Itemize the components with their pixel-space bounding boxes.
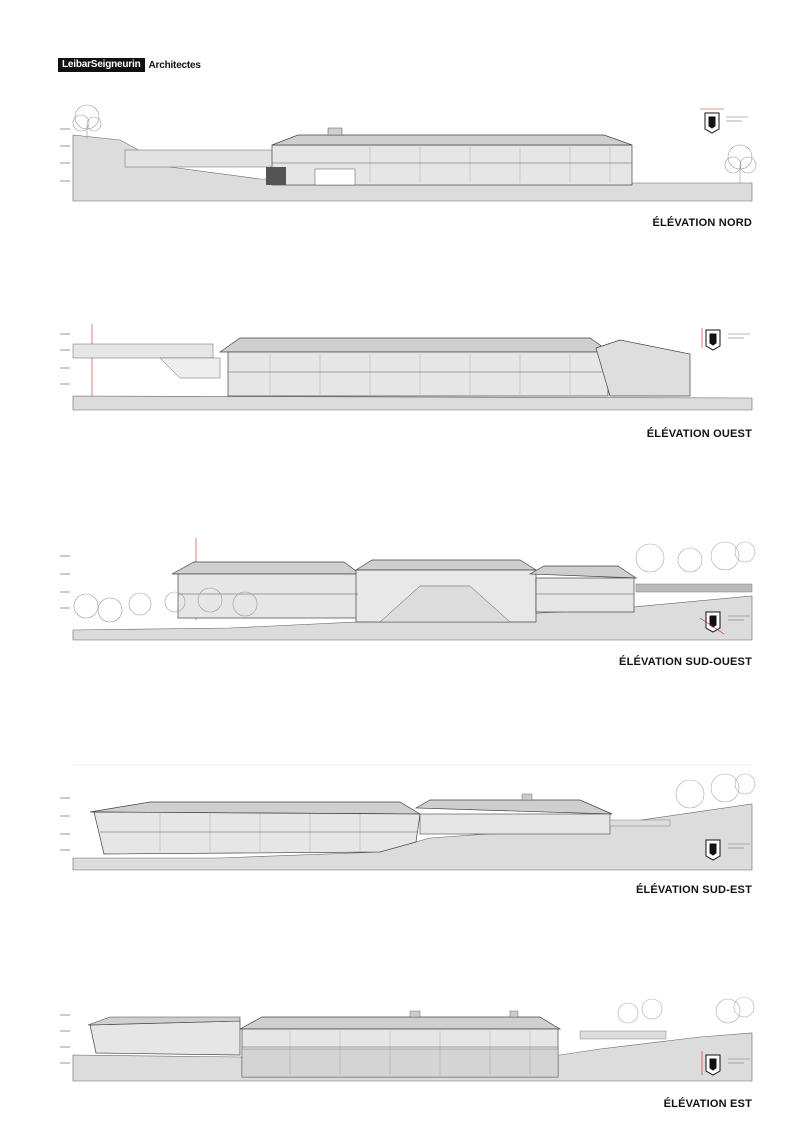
entrance-block (315, 169, 355, 185)
trees-right (676, 774, 755, 808)
terrace (610, 820, 670, 826)
left-volume (90, 1021, 240, 1055)
elevation-est (0, 995, 800, 1115)
north-symbol (700, 109, 724, 133)
covered-walkway (125, 150, 273, 167)
chimney-2 (510, 1011, 518, 1017)
elevation-ouest (0, 318, 800, 448)
north-symbol (706, 840, 720, 860)
wing-roof (416, 800, 612, 814)
level-markers (60, 556, 70, 608)
building-right (536, 578, 634, 612)
stair-ramp (160, 358, 220, 378)
elevation-sud-est-drawing (0, 762, 800, 902)
building-roof-center (356, 560, 536, 570)
tree-right (725, 145, 756, 183)
elevation-nord-drawing (0, 95, 800, 235)
trees-right (636, 542, 755, 572)
building-roof-left (172, 562, 360, 574)
elevation-est-drawing (0, 995, 800, 1115)
ground-profile (73, 396, 752, 410)
level-markers (60, 798, 70, 850)
elevation-title-sud-est: ÉLÉVATION SUD-EST (635, 884, 752, 896)
building-roof-right (530, 566, 636, 578)
building-roof (272, 135, 632, 145)
elevation-title-nord: ÉLÉVATION NORD (652, 217, 752, 229)
elevation-title-sud-ouest: ÉLÉVATION SUD-OUEST (619, 656, 752, 668)
building-body (228, 352, 608, 396)
north-symbol (702, 328, 720, 350)
elevation-title-est: ÉLÉVATION EST (663, 1098, 752, 1110)
chimney (328, 128, 342, 135)
right-wing (596, 340, 690, 396)
bridge (73, 344, 213, 358)
firm-logo-suffix: Architectes (148, 59, 201, 71)
ground-floor-shade (242, 1049, 558, 1077)
chimney (410, 1011, 420, 1017)
wing-body (420, 814, 610, 834)
chimney (522, 794, 532, 800)
level-markers (60, 334, 70, 384)
elevation-title-ouest: ÉLÉVATION OUEST (646, 428, 752, 440)
level-markers (60, 1015, 70, 1063)
elevation-sud-est (0, 762, 800, 902)
building-roof (240, 1017, 560, 1029)
north-note (728, 334, 750, 338)
elevation-nord (0, 95, 800, 235)
building-roof (220, 338, 610, 352)
north-note (726, 117, 748, 121)
level-markers (60, 129, 70, 181)
tree-left (73, 105, 101, 139)
dark-door (266, 167, 286, 185)
trees-right (618, 997, 754, 1023)
pergola (580, 1031, 666, 1039)
retaining-wall (636, 584, 752, 592)
building-body (94, 812, 420, 854)
firm-logo (58, 58, 201, 72)
firm-logo-box: LeibarSeigneurin (58, 58, 145, 72)
elevation-sud-ouest (0, 530, 800, 680)
building-left (178, 574, 358, 618)
